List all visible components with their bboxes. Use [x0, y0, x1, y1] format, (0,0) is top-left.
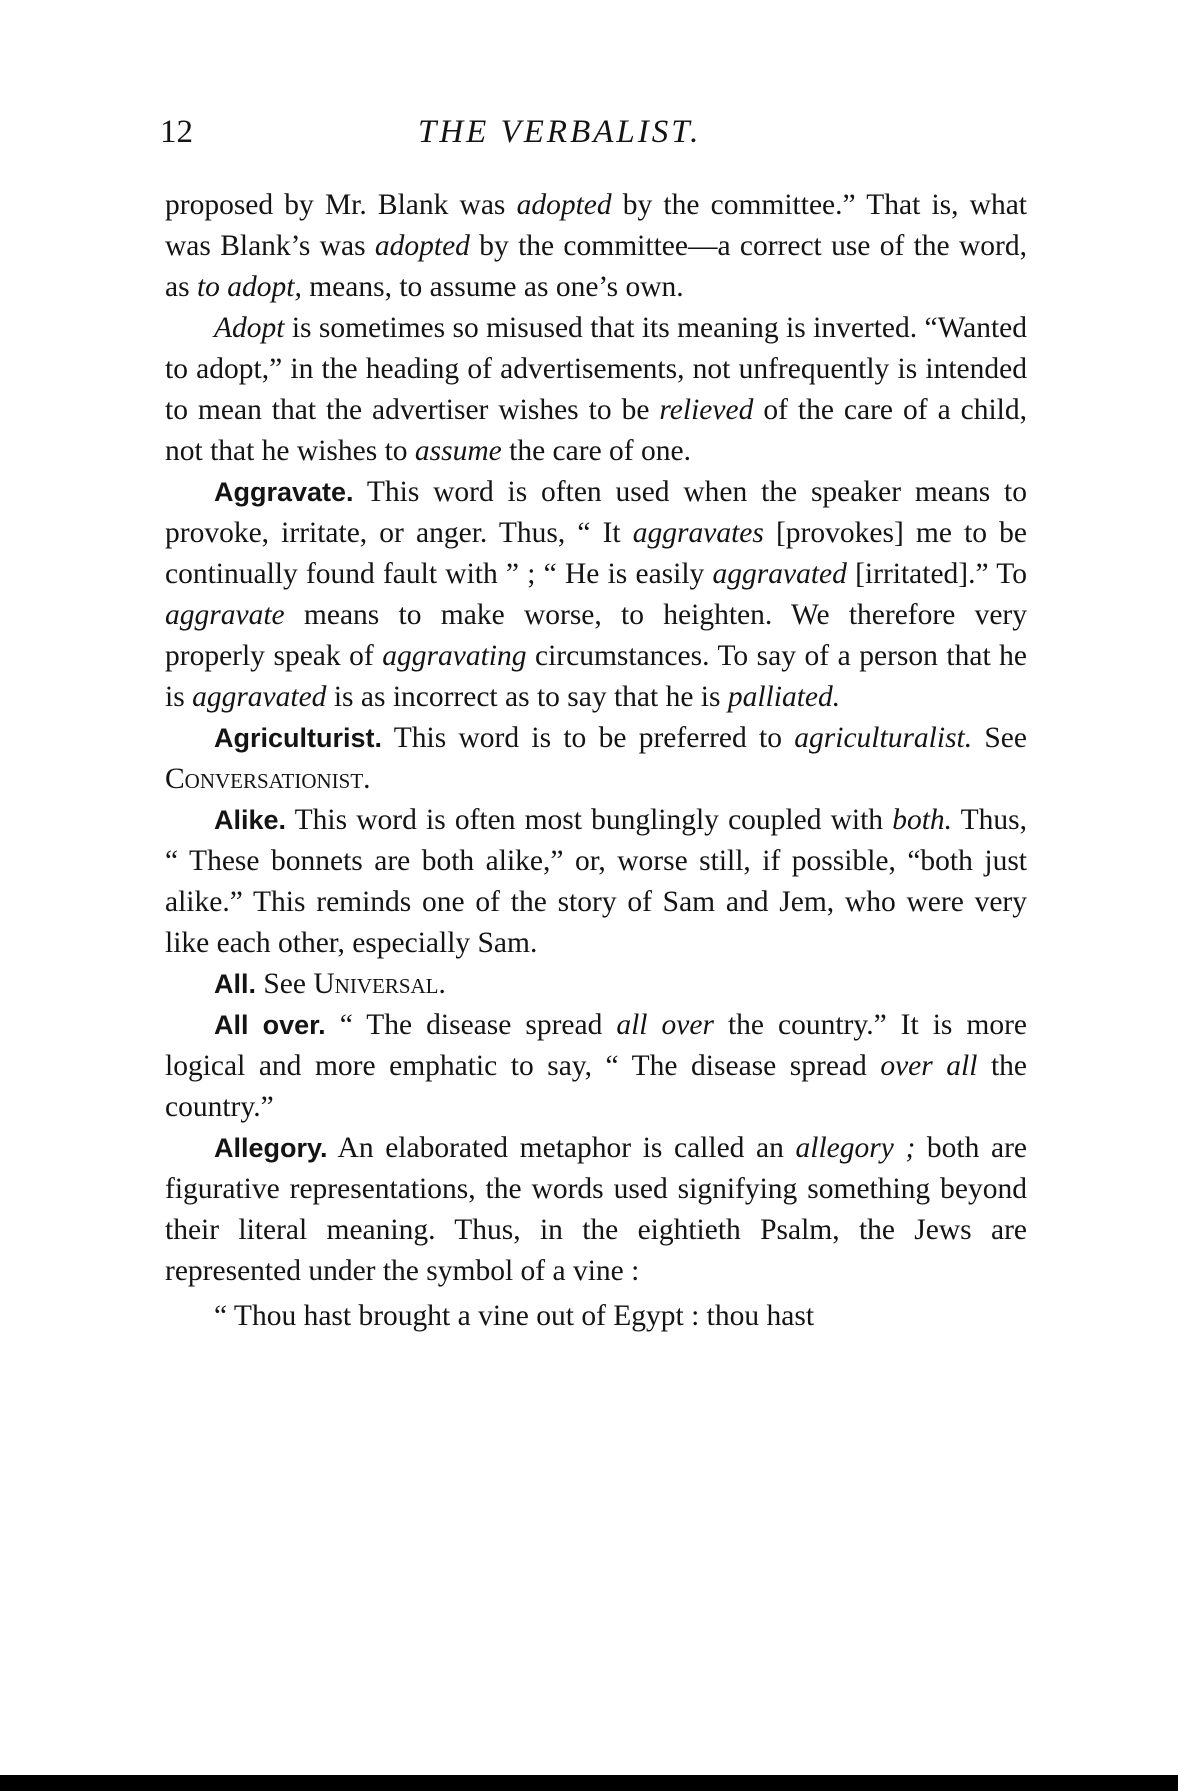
page-body [165, 185, 1027, 1337]
psalm-quote: “ Thou hast brought a vine out of Egypt : thou hast [214, 1300, 815, 1332]
entry-allegory: Allegory. An elaborated metaphor is called an allegory ; both are figurative representations, the words used signifying something beyond their literal meaning. Thus, in the eightieth Psalm, the Jews are represented under the symbol of a vine : [165, 1132, 1027, 1287]
headword: Aggravate. [214, 477, 354, 507]
headword: Alike. [214, 805, 287, 835]
entry-agriculturist: Agriculturist. This word is to be preferred to agriculturalist. See Conversationist. [165, 722, 1027, 795]
headword: All. [214, 969, 257, 999]
entry-all: All. See Universal. [214, 968, 446, 1000]
page-number: 12 [160, 114, 193, 150]
headword: All over. [214, 1010, 326, 1040]
running-title: THE VERBALIST. [418, 114, 702, 150]
entry-aggravate: Aggravate. This word is often used when the speaker means to provoke, irritate, or anger. Thus, “ It aggravates [provokes] me to be continually found fault with ” ; “ He is easily aggravated [irritated].” To aggravate means to make worse, to heighten. We therefore very properly speak of aggravating circumstances. To say of a person that he is aggravated is as incorrect as to say that he is palliated. [165, 476, 1027, 713]
cross-reference: Conversationist. [165, 763, 371, 795]
page-header [160, 112, 1028, 152]
cross-reference: Universal. [313, 968, 446, 1000]
entry-all-over: All over. “ The disease spread all over the country.” It is more logical and more emphatic to say, “ The disease spread over all the country.” [165, 1009, 1028, 1123]
scan-edge-band [0, 1775, 1178, 1791]
paragraph-adopt-misused: Adopt is sometimes so misused that its meaning is inverted. “Wanted to adopt,” in the heading of advertisements, not unfrequently is intended to mean that the advertiser wishes to be relieved of the care of a child, not that he wishes to assume the care of one. [165, 312, 1028, 467]
paragraph-adopted-continuation: proposed by Mr. Blank was adopted by the committee.” That is, what was Blank’s was adopted by the committee—a correct use of the word, as to adopt, means, to assume as one’s own. [165, 189, 1027, 303]
headword: Allegory. [214, 1133, 328, 1163]
entry-alike: Alike. This word is often most bunglingly coupled with both. Thus, “ These bonnets are both alike,” or, worse still, if possible, “both just alike.” This reminds one of the story of Sam and Jem, who were very like each other, especially Sam. [165, 804, 1027, 959]
headword: Agriculturist. [214, 723, 383, 753]
